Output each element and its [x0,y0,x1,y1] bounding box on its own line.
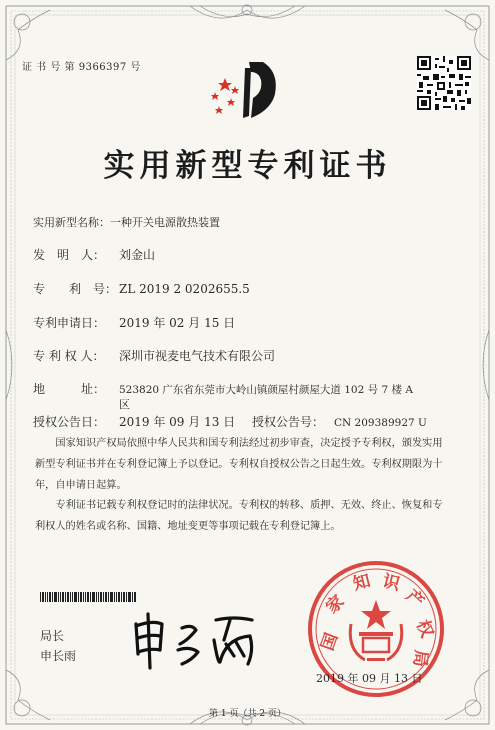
inventor-value: 刘金山 [119,248,156,262]
utility-model-name-label: 实用新型名称： [33,216,110,229]
filing-date-label: 专利申请日： [33,316,106,330]
svg-text:知: 知 [351,571,373,595]
patentee-row [33,347,275,364]
patent-number-row [33,280,250,297]
grant-number-label: 授权公告号： [252,415,325,429]
qr-code [417,56,471,110]
utility-model-name-value: 一种开关电源散热装置 [110,216,220,229]
patentee-value: 深圳市视麦电气技术有限公司 [119,349,276,363]
certificate-number: 证 书 号 第 9366397 号 [22,62,141,73]
address-label: 地 址： [33,382,106,396]
inventor-label: 发 明 人： [33,248,106,262]
signatory-name: 申长雨 [40,649,77,663]
filing-date-value: 2019 年 02 月 15 日 [119,316,236,330]
grant-number-row [252,413,427,430]
grant-date-label: 授权公告日： [33,415,106,429]
seal-date: 2019 年 09 月 13 日 [316,672,423,685]
svg-text:国: 国 [317,630,343,654]
legal-status-paragraph [35,495,463,537]
address-value-line1: 523820 广东省东莞市大岭山镇颜屋村颜屋大道 102 号 7 楼 A [119,384,413,396]
patent-number-value: ZL 2019 2 0202655.5 [119,282,250,296]
grant-statement-line: 国家知识产权局依照中华人民共和国专利法经过初步审查，决定授予专利权，颁发实用 [55,438,443,449]
svg-text:产: 产 [401,585,428,613]
grant-date-value: 2019 年 09 月 13 日 [119,415,236,429]
grant-statement-line: 年，自申请日起算。 [35,480,127,491]
grant-date-row [33,413,235,430]
filing-date-row [33,314,235,331]
legal-status-line: 利权人的姓名或名称、国籍、地址变更等事项记载在专利登记簿上。 [35,521,341,532]
legal-status-line: 专利证书记载专利权登记时的法律状况。专利权的转移、质押、无效、终止、恢复和专 [55,500,443,511]
page-number: 第 1 页（共 2 页） [209,709,286,719]
certificate-title: 实用新型专利证书 [103,148,392,184]
grant-number-value: CN 209389927 U [334,417,427,429]
grant-statement-line: 新型专利证书并在专利登记簿上予以登记。专利权自授权公告之日起生效。专利权期限为十 [35,459,443,470]
barcode [40,592,136,602]
address-row [33,380,413,397]
grant-statement-paragraph [35,433,463,496]
svg-text:家: 家 [322,591,349,618]
inventor-row [33,246,155,263]
patent-number-label: 专 利 号： [33,282,118,296]
handwritten-signature [130,610,280,670]
signatory-title: 局长 [40,629,65,643]
address-value-line2: 区 [119,398,130,411]
patentee-label: 专 利 权 人： [33,349,105,363]
svg-text:识: 识 [380,571,402,595]
svg-text:局: 局 [409,648,431,668]
utility-model-name-row [33,214,220,230]
cnipa-emblem [205,58,295,120]
svg-text:权: 权 [411,617,437,641]
